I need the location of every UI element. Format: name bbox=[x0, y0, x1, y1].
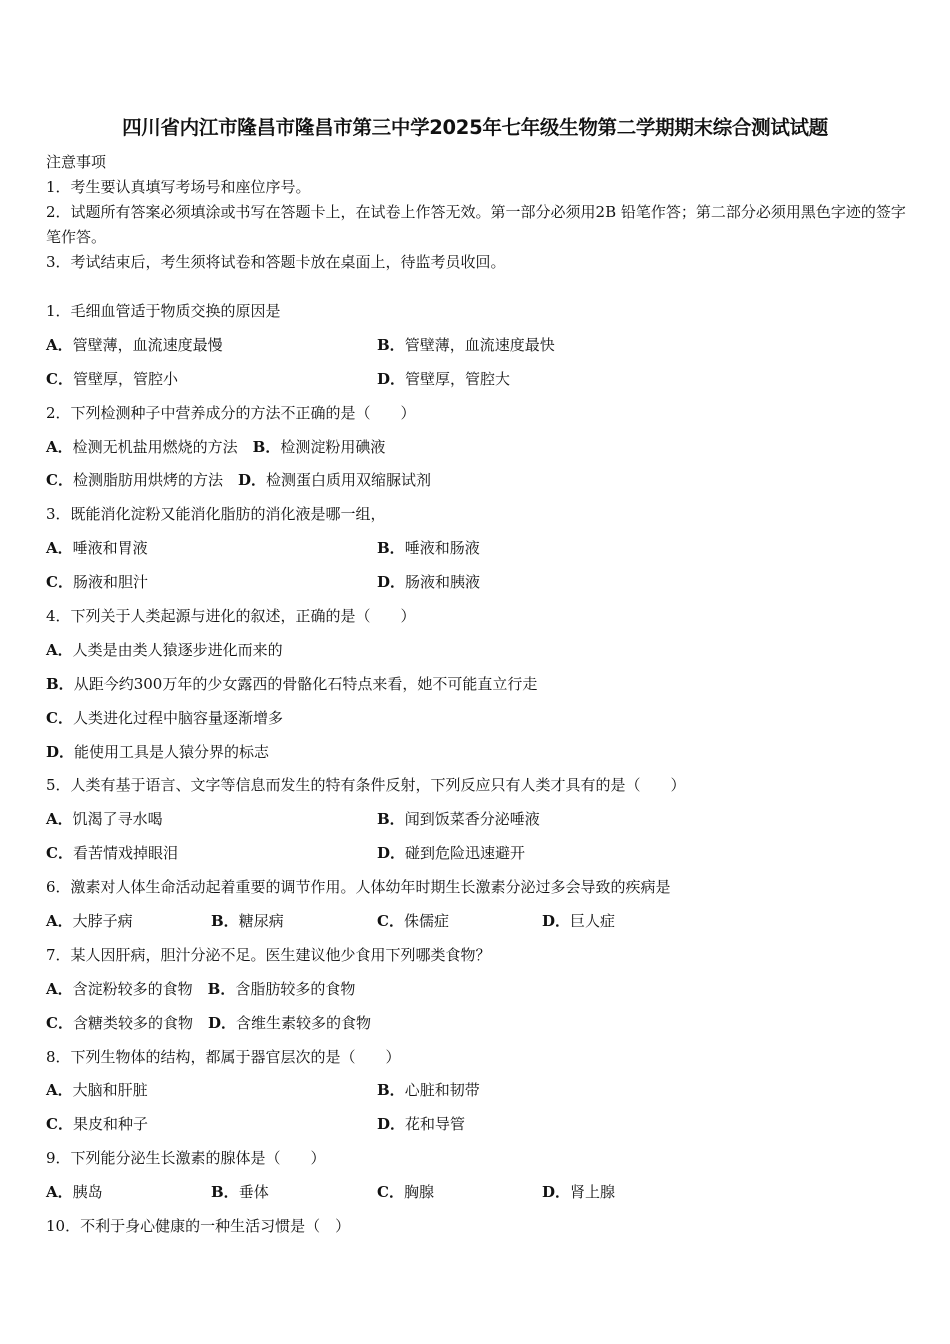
question-stem: 2．下列检测种子中营养成分的方法不正确的是（ ） bbox=[46, 403, 416, 422]
option-row bbox=[46, 1111, 916, 1145]
option-c: C．侏儒症 bbox=[377, 912, 449, 931]
option-row bbox=[46, 366, 916, 400]
question-stem: 3．既能消化淀粉又能消化脂肪的消化液是哪一组， bbox=[46, 505, 386, 524]
option-c: C．含糖类较多的食物 bbox=[46, 1013, 208, 1032]
question-stem: 6．激素对人体生命活动起着重要的调节作用。人体幼年时期生长激素分泌过多会导致的疾病是 bbox=[46, 878, 671, 897]
option-b: B．唾液和肠液 bbox=[377, 539, 480, 558]
option-d: D．检测蛋白质用双缩脲试剂 bbox=[237, 471, 431, 490]
question-stem: 10．不利于身心健康的一种生活习惯是（ ） bbox=[46, 1217, 351, 1236]
notes-heading: 注意事项 bbox=[46, 153, 107, 171]
option-row bbox=[46, 332, 916, 366]
option-d: D．管壁厚，管腔大 bbox=[377, 369, 511, 388]
option-d: D．肠液和胰液 bbox=[377, 573, 481, 592]
option-row bbox=[46, 434, 916, 468]
option-row bbox=[46, 908, 916, 942]
option-d: D．肾上腺 bbox=[542, 1183, 616, 1202]
option-a: A．唾液和胃液 bbox=[46, 539, 148, 558]
option-c: C．看苦情戏掉眼泪 bbox=[46, 844, 178, 863]
question-stem: 7．某人因肝病，胆汁分泌不足。医生建议他少食用下列哪类食物？ bbox=[46, 945, 491, 964]
questions-section bbox=[46, 298, 916, 1247]
option-a: A．含淀粉较多的食物 bbox=[46, 979, 208, 998]
option-c: C．管壁厚，管腔小 bbox=[46, 369, 178, 388]
option-d: D．巨人症 bbox=[542, 912, 616, 931]
option-row bbox=[46, 806, 916, 840]
option-row bbox=[46, 976, 916, 1010]
option-a: A．人类是由类人猿逐步进化而来的 bbox=[46, 640, 283, 659]
option-row bbox=[46, 467, 916, 501]
option-b: B．闻到饭菜香分泌唾液 bbox=[377, 810, 540, 829]
option-c: C．果皮和种子 bbox=[46, 1115, 148, 1134]
option-b: B．垂体 bbox=[211, 1183, 269, 1202]
option-c: C．人类进化过程中脑容量逐渐增多 bbox=[46, 708, 283, 727]
option-row bbox=[46, 1010, 916, 1044]
option-row bbox=[46, 535, 916, 569]
option-b: B．含脂肪较多的食物 bbox=[207, 979, 356, 998]
question-stem: 8．下列生物体的结构，都属于器官层次的是（ ） bbox=[46, 1047, 401, 1066]
option-row bbox=[46, 1179, 916, 1213]
option-a: A．检测无机盐用燃烧的方法 bbox=[46, 437, 253, 456]
option-row bbox=[46, 1077, 916, 1111]
question-stem: 9．下列能分泌生长激素的腺体是（ ） bbox=[46, 1149, 326, 1168]
option-c: C．检测脂肪用烘烤的方法 bbox=[46, 471, 238, 490]
option-b: B．从距今约300万年的少女露西的骨骼化石特点来看，她不可能直立行走 bbox=[46, 674, 538, 693]
note-item: 3．考试结束后，考生须将试卷和答题卡放在桌面上，待监考员收回。 bbox=[46, 253, 506, 271]
option-b: B．管壁薄，血流速度最快 bbox=[377, 335, 555, 354]
option-a: A．大脑和肝脏 bbox=[46, 1081, 148, 1100]
option-c: C．肠液和胆汁 bbox=[46, 573, 148, 592]
option-a: A．胰岛 bbox=[46, 1183, 103, 1202]
option-d: D．能使用工具是人猿分界的标志 bbox=[46, 742, 270, 761]
note-item: 1．考生要认真填写考场号和座位序号。 bbox=[46, 178, 311, 196]
option-b: B．检测淀粉用碘液 bbox=[252, 437, 386, 456]
option-c: C．胸腺 bbox=[377, 1183, 434, 1202]
question-stem: 4．下列关于人类起源与进化的叙述，正确的是（ ） bbox=[46, 607, 416, 626]
question-stem: 5．人类有基于语言、文字等信息而发生的特有条件反射，下列反应只有人类才具有的是（ ） bbox=[46, 776, 686, 795]
option-row bbox=[46, 569, 916, 603]
option-d: D．含维生素较多的食物 bbox=[207, 1013, 371, 1032]
option-d: D．碰到危险迅速避开 bbox=[377, 844, 526, 863]
option-b: B．心脏和韧带 bbox=[377, 1081, 480, 1100]
question-stem: 1．毛细血管适于物质交换的原因是 bbox=[46, 302, 281, 320]
option-a: A．管壁薄，血流速度最慢 bbox=[46, 335, 223, 354]
option-a: A．饥渴了寻水喝 bbox=[46, 810, 163, 829]
option-row bbox=[46, 840, 916, 874]
note-item: 2．试题所有答案必须填涂或书写在答题卡上，在试卷上作答无效。第一部分必须用2B 铅笔作答；第二部分必须用黑色字迹的签字笔作答。 bbox=[46, 203, 906, 246]
option-d: D．花和导管 bbox=[377, 1115, 466, 1134]
notes-section bbox=[46, 150, 906, 275]
option-b: B．糖尿病 bbox=[211, 912, 284, 931]
option-a: A．大脖子病 bbox=[46, 912, 133, 931]
page-title: 四川省内江市隆昌市隆昌市第三中学2025年七年级生物第二学期期末综合测试试题 bbox=[122, 116, 828, 139]
